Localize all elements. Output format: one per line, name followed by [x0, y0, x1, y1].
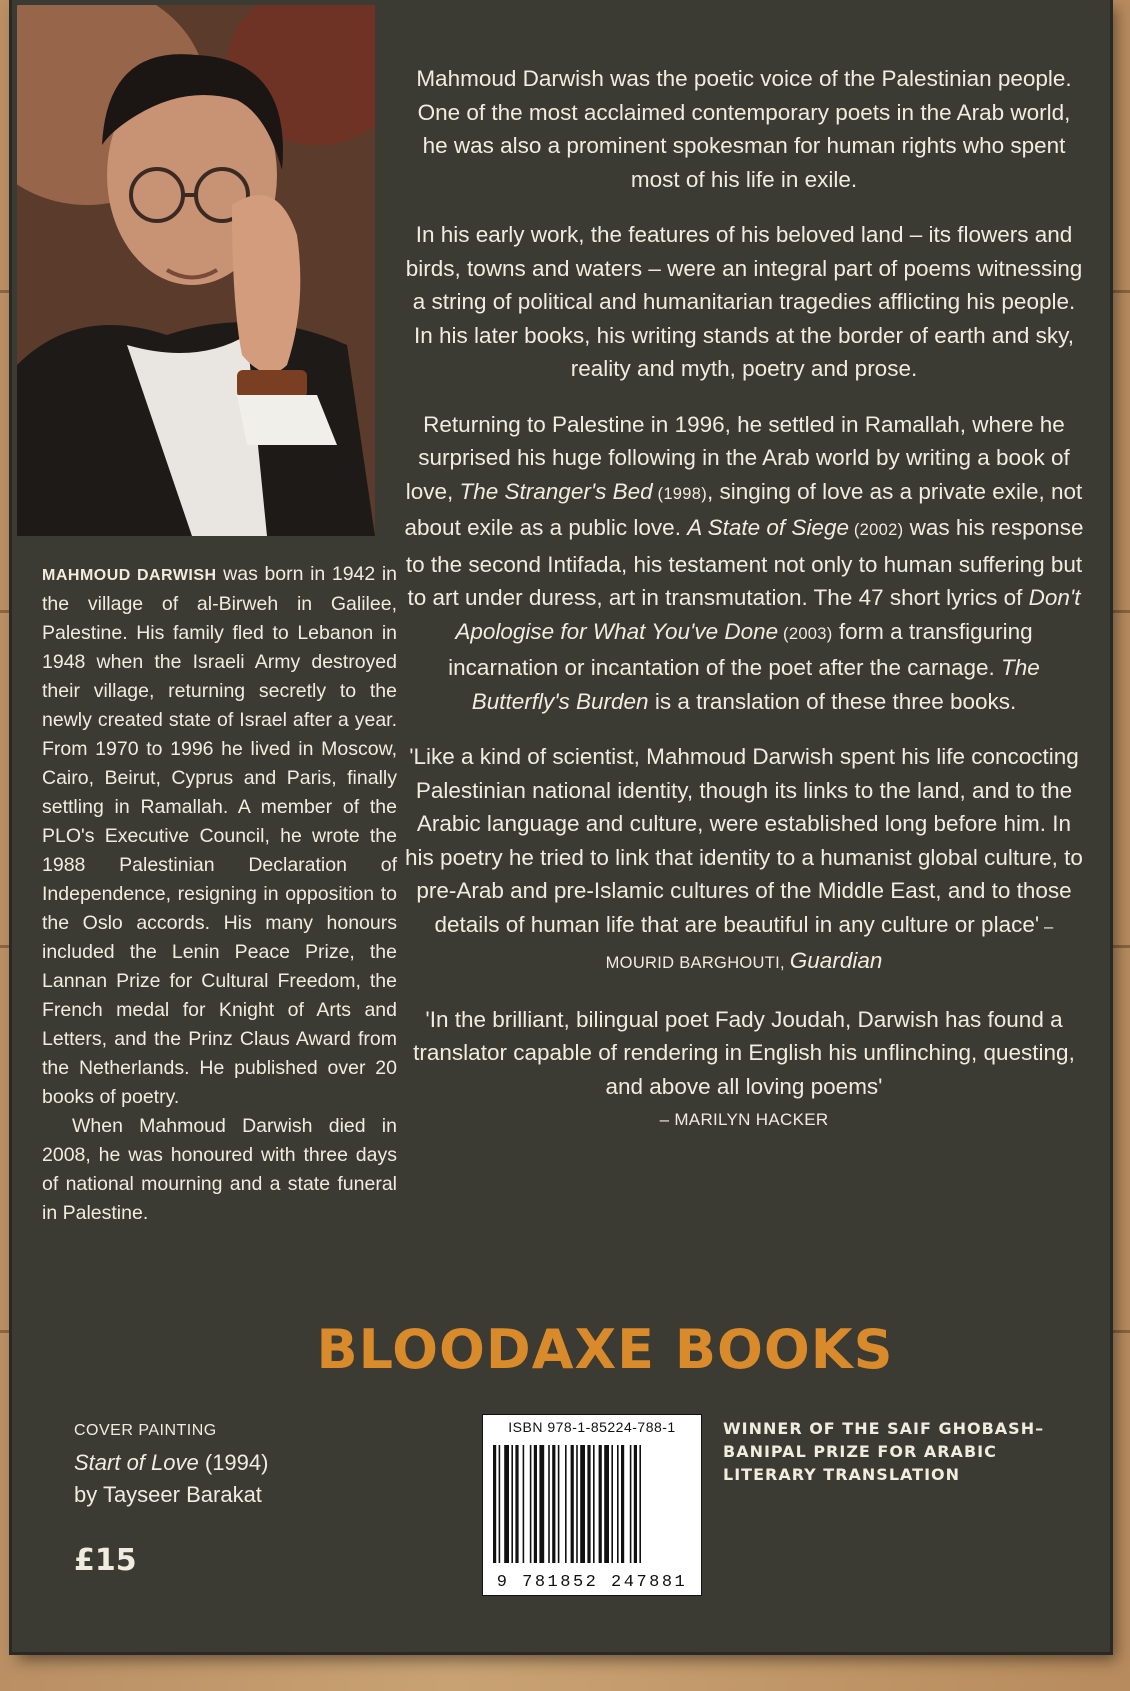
book-title-butterflys-burden: The Butterfly's Burden — [471, 655, 1040, 714]
isbn-barcode — [482, 1414, 702, 1596]
barcode-bar — [611, 1445, 613, 1563]
barcode-bar — [593, 1445, 595, 1563]
isbn-digits: 9 781852 247881 — [496, 1573, 688, 1592]
quote-text: 'In the brilliant, bilingual poet Fady Joudah, Darwish has found a translator capable of rendering in English his unflinching, questing, and above all loving poems' — [413, 1006, 1075, 1099]
author-photo — [17, 5, 375, 536]
year: (2002) — [848, 521, 904, 539]
text-run: form a transfiguring incarnation or incantation of the poet after the carnage. — [448, 618, 1033, 680]
cover-painting-credit — [74, 1415, 268, 1511]
barcode-bar — [523, 1445, 525, 1563]
book-title-dont-apologise: Don't Apologise for What You've Done — [455, 585, 1081, 644]
barcode-bar — [565, 1445, 567, 1563]
cover-painting-title-line — [74, 1447, 268, 1479]
year: (2003) — [778, 624, 833, 643]
price: £15 — [74, 1543, 137, 1578]
book-back-cover — [12, 0, 1110, 1652]
text-run: is a translation of these three books. — [648, 688, 1017, 714]
book-title-state-of-siege: A State of Siege — [687, 515, 849, 540]
bio-paragraph-2: When Mahmoud Darwish died in 2008, he was honoured with three days of national mourning and a state funeral in Palestine. — [42, 1115, 397, 1224]
barcode-bar — [511, 1445, 513, 1563]
painting-title: Start of Love — [74, 1450, 199, 1475]
author-portrait-illustration — [17, 5, 375, 536]
isbn-text: ISBN 978-1-85224-788-1 — [508, 1419, 676, 1435]
description-paragraph-1: Mahmoud Darwish was the poetic voice of the Palestinian people. One of the most acclaimed contemporary poets in the Arab world, he was also a prominent spokesman for human rights who spent most of his life in exile. — [416, 66, 1072, 192]
quote-attribution: – MARILYN HACKER — [659, 1110, 829, 1129]
painting-artist: by Tayseer Barakat — [74, 1482, 262, 1507]
review-quote-barghouti — [404, 740, 1084, 981]
review-quote-hacker — [404, 1003, 1084, 1137]
author-name: MAHMOUD DARWISH — [42, 567, 217, 584]
description-paragraph-2: In his early work, the features of his beloved land – its flowers and birds, towns and waters – were an integral part of poems witnessing a string of political and humanitarian tragedies afflicting his people. In his later books, his writing stands at the border of earth and sky, reality and myth, poetry and prose. — [405, 222, 1083, 381]
barcode-bar — [504, 1445, 509, 1563]
cover-credit-label: COVER PAINTING — [74, 1422, 217, 1439]
barcode-bars — [493, 1445, 691, 1563]
quote-source: Guardian — [789, 948, 883, 973]
text-run: , singing of love as a private exile, not about exile as a public love. — [404, 478, 1083, 540]
barcode-bar — [539, 1445, 544, 1563]
barcode-bar — [617, 1445, 619, 1563]
barcode-bar — [576, 1445, 578, 1563]
barcode-bar — [515, 1445, 518, 1563]
year: (1998) — [652, 484, 708, 503]
barcode-bar — [604, 1445, 609, 1563]
text-run: was his response to the second Intifada, his testament not only to human suffering but to art under duress, art in transmutation. The 47 short lyrics of — [405, 515, 1084, 610]
barcode-bar — [571, 1445, 574, 1563]
barcode-bar — [630, 1445, 632, 1563]
barcode-bar — [599, 1445, 602, 1563]
barcode-bar — [621, 1445, 624, 1563]
quote-attribution: – MOURID BARGHOUTI, — [605, 917, 1054, 972]
barcode-bar — [587, 1445, 590, 1563]
barcode-bar — [499, 1445, 501, 1563]
barcode-bar — [558, 1445, 560, 1563]
bio-text-1: was born in 1942 in the village of al-Birweh in Galilee, Palestine. His family fled to Lebanon in 1948 when the Israeli Army destroyed their village, returning secretly to the newly created state of Israel after a year. From 1970 to 1996 he lived in Moscow, Cairo, Beirut, Cyprus and Paris, finally settling in Ramallah. A member of the PLO's Executive Council, he wrote the 1988 Palestinian Declaration of Independence, resigning in opposition to the Oslo accords. His many honours included the Lenin Peace Prize, the Lannan Prize for Cultural Freedom, the French medal for Knight of Arts and Letters, and the Prinz Claus Award from the Netherlands. He published over 20 books of poetry. — [42, 563, 397, 1108]
barcode-bar — [639, 1445, 641, 1563]
barcode-bar — [580, 1445, 585, 1563]
award-statement: WINNER OF THE SAIF GHOBASH–BANIPAL PRIZE FOR ARABIC LITERARY TRANSLATION — [723, 1419, 1045, 1484]
publisher-logo: BLOODAXE BOOKS — [316, 1318, 894, 1381]
author-biography — [42, 560, 397, 1228]
bio-paragraph-1 — [42, 560, 397, 1112]
text-run: Returning to Palestine in 1996, he settled in Ramallah, where he surprised his huge following in the Arab world by writing a book of love, — [405, 411, 1070, 504]
barcode-bar — [530, 1445, 532, 1563]
barcode-bar — [493, 1445, 496, 1563]
quote-text: 'Like a kind of scientist, Mahmoud Darwish spent his life concocting Palestinian national identity, though its links to the land, and to the Arabic language and culture, were established long before him. In his poetry he tried to link that identity to a humanist global culture, to pre-Arab and pre-Islamic cultures of the Middle East, and to those details of human life that are beautiful in any culture or place' — [405, 744, 1083, 937]
painting-year: (1994) — [198, 1450, 269, 1475]
barcode-bar — [552, 1445, 555, 1563]
book-description — [404, 62, 1084, 1159]
barcode-bar — [548, 1445, 550, 1563]
barcode-bar — [634, 1445, 637, 1563]
description-paragraph-3 — [404, 408, 1084, 719]
book-title-strangers-bed: The Stranger's Bed — [459, 478, 653, 504]
barcode-bar — [534, 1445, 537, 1563]
